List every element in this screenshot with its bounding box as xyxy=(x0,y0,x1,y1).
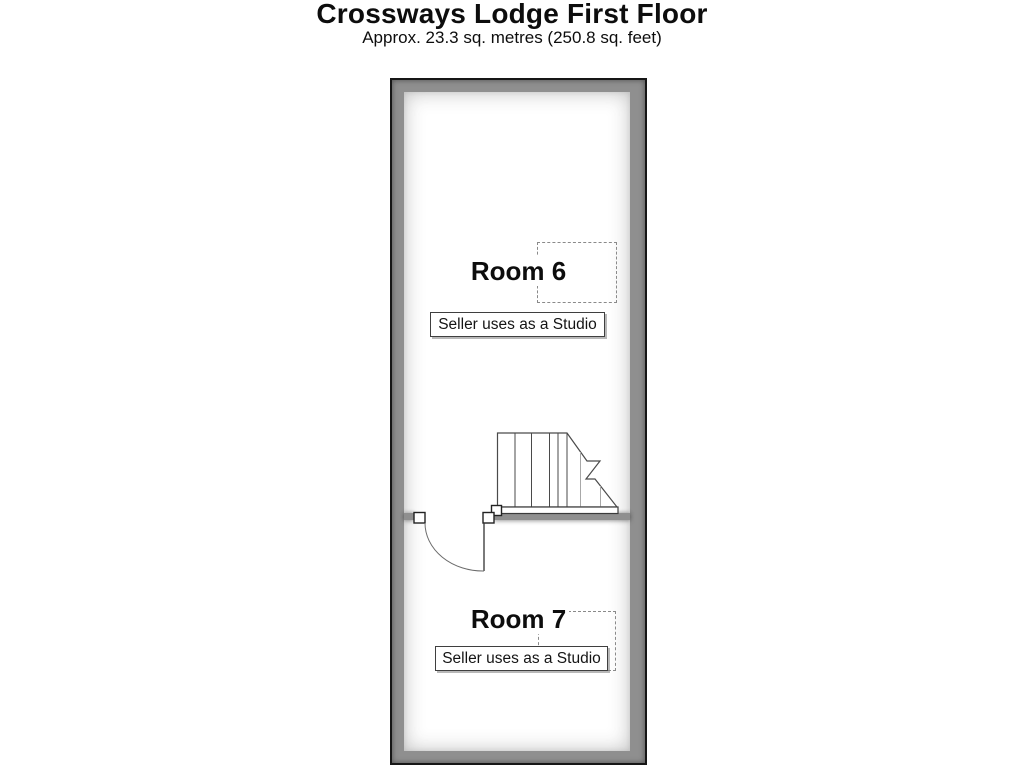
door-swing-arc xyxy=(425,523,484,571)
room-6-label-text: Room 6 xyxy=(468,256,569,286)
stair-landing-edge xyxy=(497,507,618,514)
room-7-label-text: Room 7 xyxy=(468,604,569,634)
room-7-note-box: Seller uses as a Studio xyxy=(435,646,608,671)
door-jamb-right xyxy=(483,513,494,524)
page-title: Crossways Lodge First Floor xyxy=(316,0,708,29)
room-6-label xyxy=(390,256,647,286)
page-subtitle: Approx. 23.3 sq. metres (250.8 sq. feet) xyxy=(362,28,662,47)
door-jamb-left xyxy=(414,513,425,524)
room-7-label xyxy=(390,604,647,634)
room-6-note-box: Seller uses as a Studio xyxy=(430,312,605,337)
